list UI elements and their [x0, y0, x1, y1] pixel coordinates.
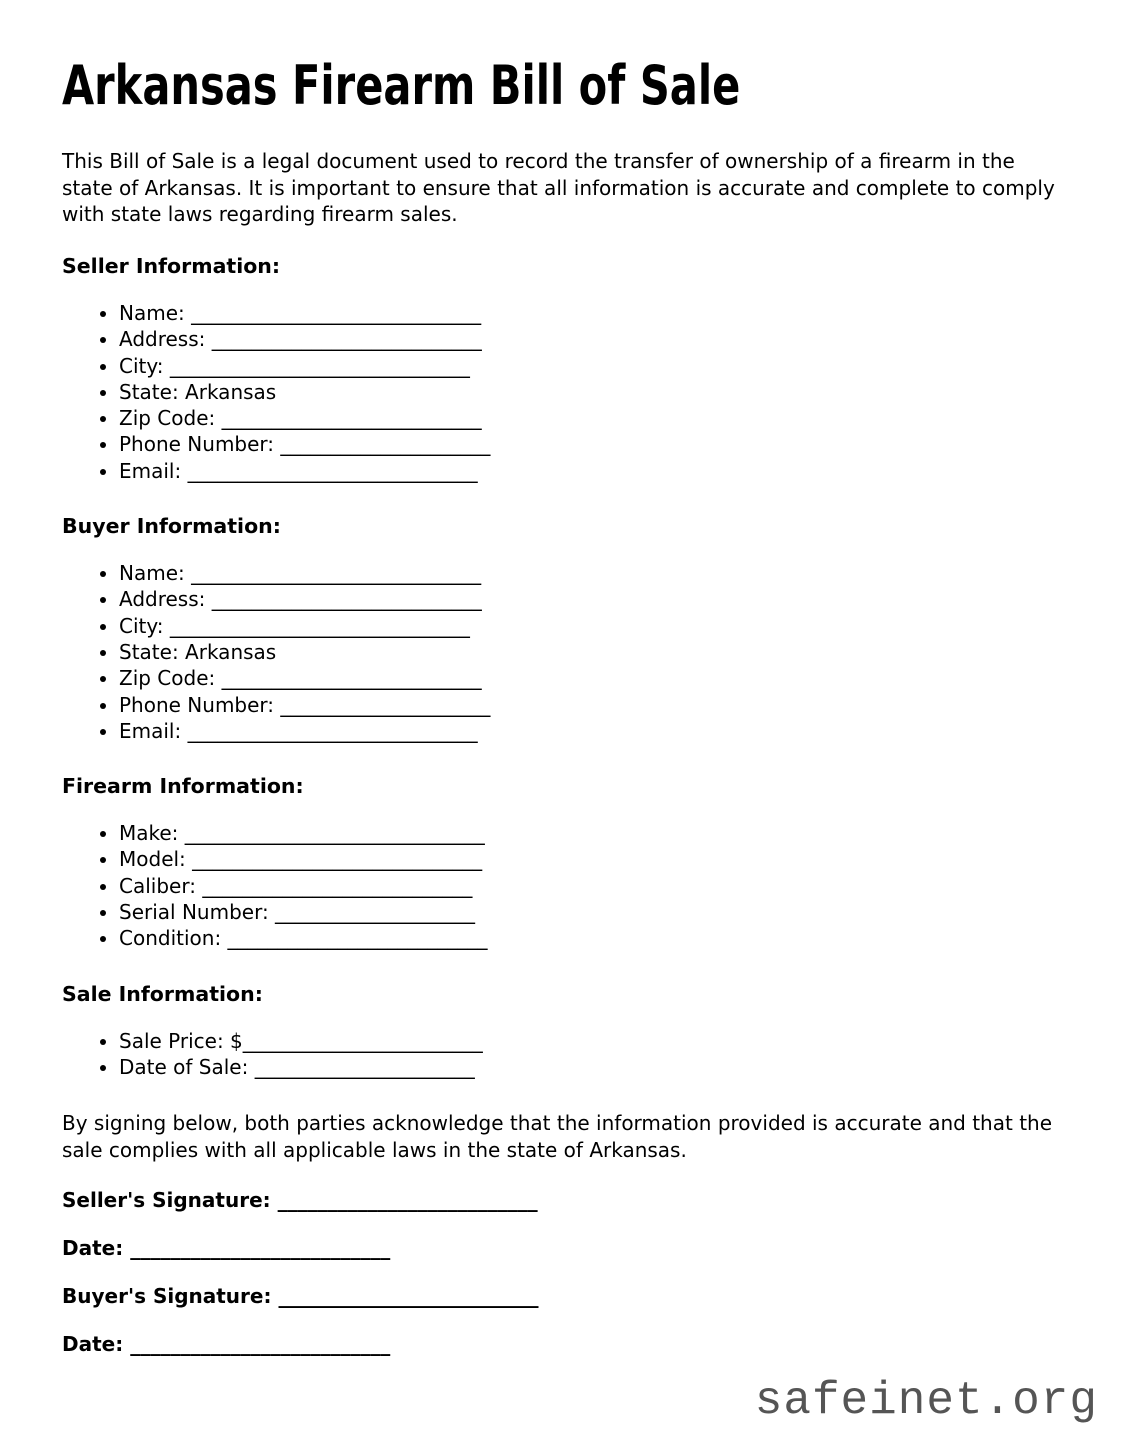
field-label: Phone Number: — [119, 432, 281, 457]
section-heading: Seller Information: — [62, 253, 281, 278]
list-item — [119, 353, 1062, 379]
field-label: City: — [119, 613, 170, 638]
field-blank-line: _____________________________ — [187, 718, 478, 743]
list-item — [119, 560, 1062, 586]
field-blank-line: _____________________ — [280, 692, 491, 717]
signature-blank-line: __________________________ — [130, 1332, 391, 1357]
signature-label: Seller's Signature: — [62, 1188, 278, 1213]
field-label: State: — [119, 379, 186, 404]
field-label: Name: — [119, 300, 192, 325]
signature-line — [62, 1331, 1062, 1357]
list-item — [119, 639, 1062, 665]
field-blank-line: _____________________ — [280, 432, 491, 457]
field-label: Email: — [119, 718, 188, 743]
section-field-list — [62, 1028, 1062, 1081]
field-label: Name: — [119, 561, 192, 586]
field-blank-line: ______________________________ — [169, 613, 470, 638]
field-blank-line: __________________________ — [221, 666, 482, 691]
field-label: Phone Number: — [119, 692, 281, 717]
field-label: Sale Price: $ — [119, 1028, 243, 1053]
list-item — [119, 431, 1062, 457]
watermark: safeinet.org — [754, 1375, 1098, 1427]
signature-label: Date: — [62, 1332, 131, 1357]
list-item — [119, 1054, 1062, 1080]
field-label: Serial Number: — [119, 900, 276, 925]
field-blank-line: _____________________________ — [191, 300, 482, 325]
field-label: Condition: — [119, 926, 228, 951]
field-label: Make: — [119, 821, 185, 846]
signature-line — [62, 1235, 1062, 1261]
field-label: Address: — [119, 587, 212, 612]
field-label: Email: — [119, 458, 188, 483]
acknowledgement-paragraph: By signing below, both parties acknowledge that the information provided is accurate and that the sale complies with all applicable laws in the state of Arkansas. — [62, 1111, 1053, 1162]
list-item — [119, 586, 1062, 612]
list-item — [119, 820, 1062, 846]
page-title: Arkansas Firearm Bill of Sale — [62, 54, 741, 117]
section-field-list — [62, 820, 1062, 951]
field-label: Zip Code: — [119, 666, 222, 691]
field-blank-line: ___________________________ — [211, 327, 482, 352]
field-blank-line: ________________________ — [242, 1028, 483, 1053]
field-blank-line: _____________________________ — [191, 561, 482, 586]
section-heading: Firearm Information: — [62, 774, 304, 799]
list-item — [119, 458, 1062, 484]
field-label: City: — [119, 353, 170, 378]
signature-label: Date: — [62, 1236, 131, 1261]
list-item — [119, 692, 1062, 718]
signature-line — [62, 1187, 1062, 1213]
list-item — [119, 718, 1062, 744]
form-sections — [62, 254, 1062, 1080]
section-heading: Sale Information: — [62, 981, 263, 1006]
intro-paragraph: This Bill of Sale is a legal document used to record the transfer of ownership of a firearm in the state of Arkansas. It is important to ensure that all information is accurate and complete to comply with state laws regarding firearm sales. — [62, 149, 1055, 227]
section-field-list — [62, 560, 1062, 744]
signature-line — [62, 1283, 1062, 1309]
list-item — [119, 405, 1062, 431]
field-blank-line: ______________________________ — [184, 821, 485, 846]
list-item — [119, 846, 1062, 872]
list-item — [119, 873, 1062, 899]
section-heading: Buyer Information: — [62, 514, 281, 539]
list-item — [119, 899, 1062, 925]
field-label: Caliber: — [119, 873, 203, 898]
list-item — [119, 1028, 1062, 1054]
signature-blank-line: __________________________ — [278, 1284, 539, 1309]
field-blank-line: ____________________ — [275, 900, 476, 925]
field-value: Arkansas — [185, 379, 277, 404]
field-label: Address: — [119, 327, 212, 352]
field-blank-line: __________________________ — [221, 406, 482, 431]
signature-block — [62, 1187, 1062, 1357]
list-item — [119, 326, 1062, 352]
signature-blank-line: __________________________ — [277, 1188, 538, 1213]
field-blank-line: ___________________________ — [202, 873, 473, 898]
field-blank-line: _____________________________ — [192, 847, 483, 872]
section-field-list — [62, 300, 1062, 484]
field-blank-line: __________________________ — [227, 926, 488, 951]
list-item — [119, 300, 1062, 326]
field-label: State: — [119, 639, 186, 664]
field-label: Date of Sale: — [119, 1054, 255, 1079]
field-blank-line: ___________________________ — [211, 587, 482, 612]
field-blank-line: ______________________ — [254, 1054, 475, 1079]
signature-blank-line: __________________________ — [130, 1236, 391, 1261]
field-label: Zip Code: — [119, 406, 222, 431]
list-item — [119, 665, 1062, 691]
signature-label: Buyer's Signature: — [62, 1284, 279, 1309]
field-blank-line: _____________________________ — [187, 458, 478, 483]
list-item — [119, 379, 1062, 405]
field-blank-line: ______________________________ — [169, 353, 470, 378]
field-value: Arkansas — [185, 639, 277, 664]
list-item — [119, 925, 1062, 951]
field-label: Model: — [119, 847, 193, 872]
list-item — [119, 613, 1062, 639]
